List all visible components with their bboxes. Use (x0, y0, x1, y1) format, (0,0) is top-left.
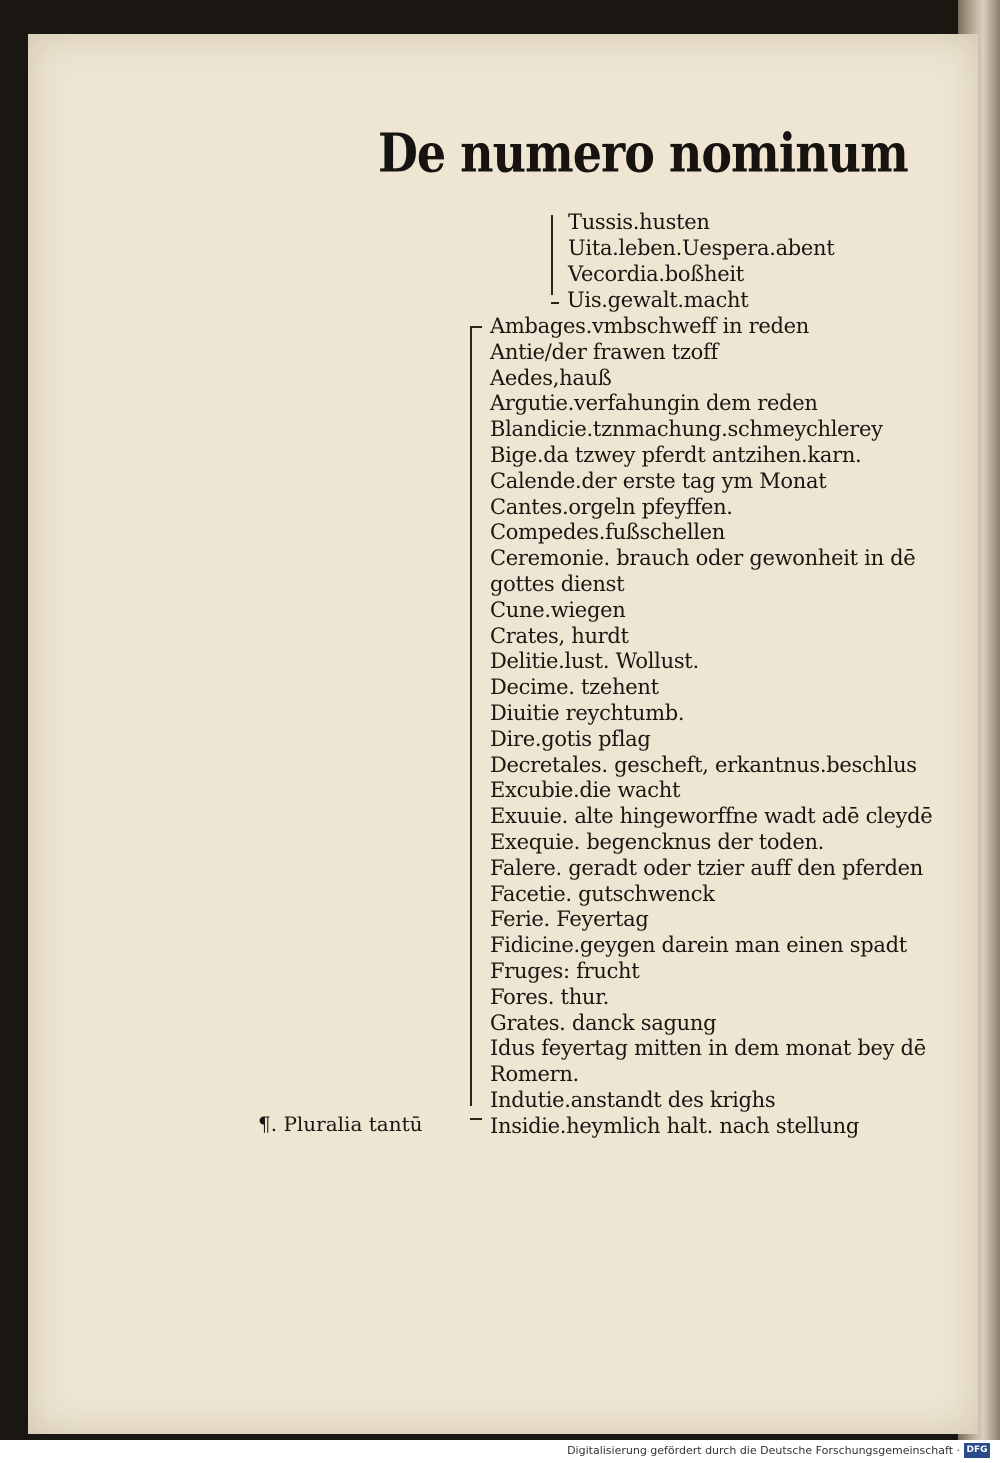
entry-main-13: Delitie.lust. Wollust. (490, 649, 699, 673)
dfg-logo: DFG (964, 1443, 990, 1458)
entry-main-17: Decretales. gescheft, erkantnus.beschlus (490, 753, 917, 777)
side-label: ¶. Pluralia tantū (258, 1112, 423, 1136)
entry-main-18: Excubie.die wacht (490, 778, 681, 802)
bracket-main (470, 328, 472, 1106)
entry-main-21: Falere. geradt oder tzier auff den pferden (490, 856, 924, 880)
entry-main-27: Grates. danck sagung (490, 1011, 717, 1035)
entry-main-9: Ceremonie. brauch oder gewonheit in dē (490, 546, 916, 570)
bracket-top-tick (551, 302, 559, 304)
entry-main-1: Antie/der frawen tzoff (490, 340, 718, 364)
entry-main-4: Blandicie.tznmachung.schmeychlerey (490, 417, 883, 441)
entry-top-1: Uita.leben.Uespera.abent (568, 236, 835, 260)
entry-main-12: Crates, hurdt (490, 624, 629, 648)
entry-main-16: Dire.gotis pflag (490, 727, 651, 751)
entry-main-19: Exuuie. alte hingeworffne wadt adē cleydē (490, 804, 933, 828)
entry-main-11: Cune.wiegen (490, 598, 626, 622)
entry-main-6: Calende.der erste tag ym Monat (490, 469, 827, 493)
entry-main-7: Cantes.orgeln pfeyffen. (490, 495, 733, 519)
bracket-main-top-tick (470, 326, 482, 328)
entry-main-14: Decime. tzehent (490, 675, 659, 699)
entry-main-0: Ambages.vmbschweff in reden (490, 314, 809, 338)
bracket-top (551, 215, 553, 295)
entry-main-5: Bige.da tzwey pferdt antzihen.karn. (490, 443, 862, 467)
entry-main-2: Aedes,hauß (490, 366, 612, 390)
entry-main-8: Compedes.fußschellen (490, 520, 726, 544)
entry-main-26: Fores. thur. (490, 985, 609, 1009)
entry-main-24: Fidicine.geygen darein man einen spadt (490, 933, 907, 957)
entry-main-3: Argutie.verfahungin dem reden (490, 391, 818, 415)
entry-top-3: Uis.gewalt.macht (567, 288, 749, 312)
entry-main-29: Romern. (490, 1062, 579, 1086)
entry-top-0: Tussis.husten (568, 210, 710, 234)
entry-main-25: Fruges: frucht (490, 959, 640, 983)
entry-main-22: Facetie. gutschwenck (490, 882, 715, 906)
entry-main-20: Exequie. begencknus der toden. (490, 830, 825, 854)
entry-main-28: Idus feyertag mitten in dem monat bey dē (490, 1036, 926, 1060)
page-heading: De numero nominum (378, 122, 908, 185)
bracket-main-bottom-tick (470, 1118, 482, 1120)
entry-main-15: Diuitie reychtumb. (490, 701, 685, 725)
entry-main-30: Indutie.anstandt des krighs (490, 1088, 776, 1112)
footer-bar (0, 1440, 1000, 1463)
entry-main-23: Ferie. Feyertag (490, 907, 649, 931)
entry-top-2: Vecordia.boßheit (568, 262, 744, 286)
footer-text: Digitalisierung gefördert durch die Deutsche Forschungsgemeinschaft · (567, 1444, 960, 1457)
entry-main-31: Insidie.heymlich halt. nach stellung (490, 1114, 860, 1138)
entry-main-10: gottes dienst (490, 572, 625, 596)
